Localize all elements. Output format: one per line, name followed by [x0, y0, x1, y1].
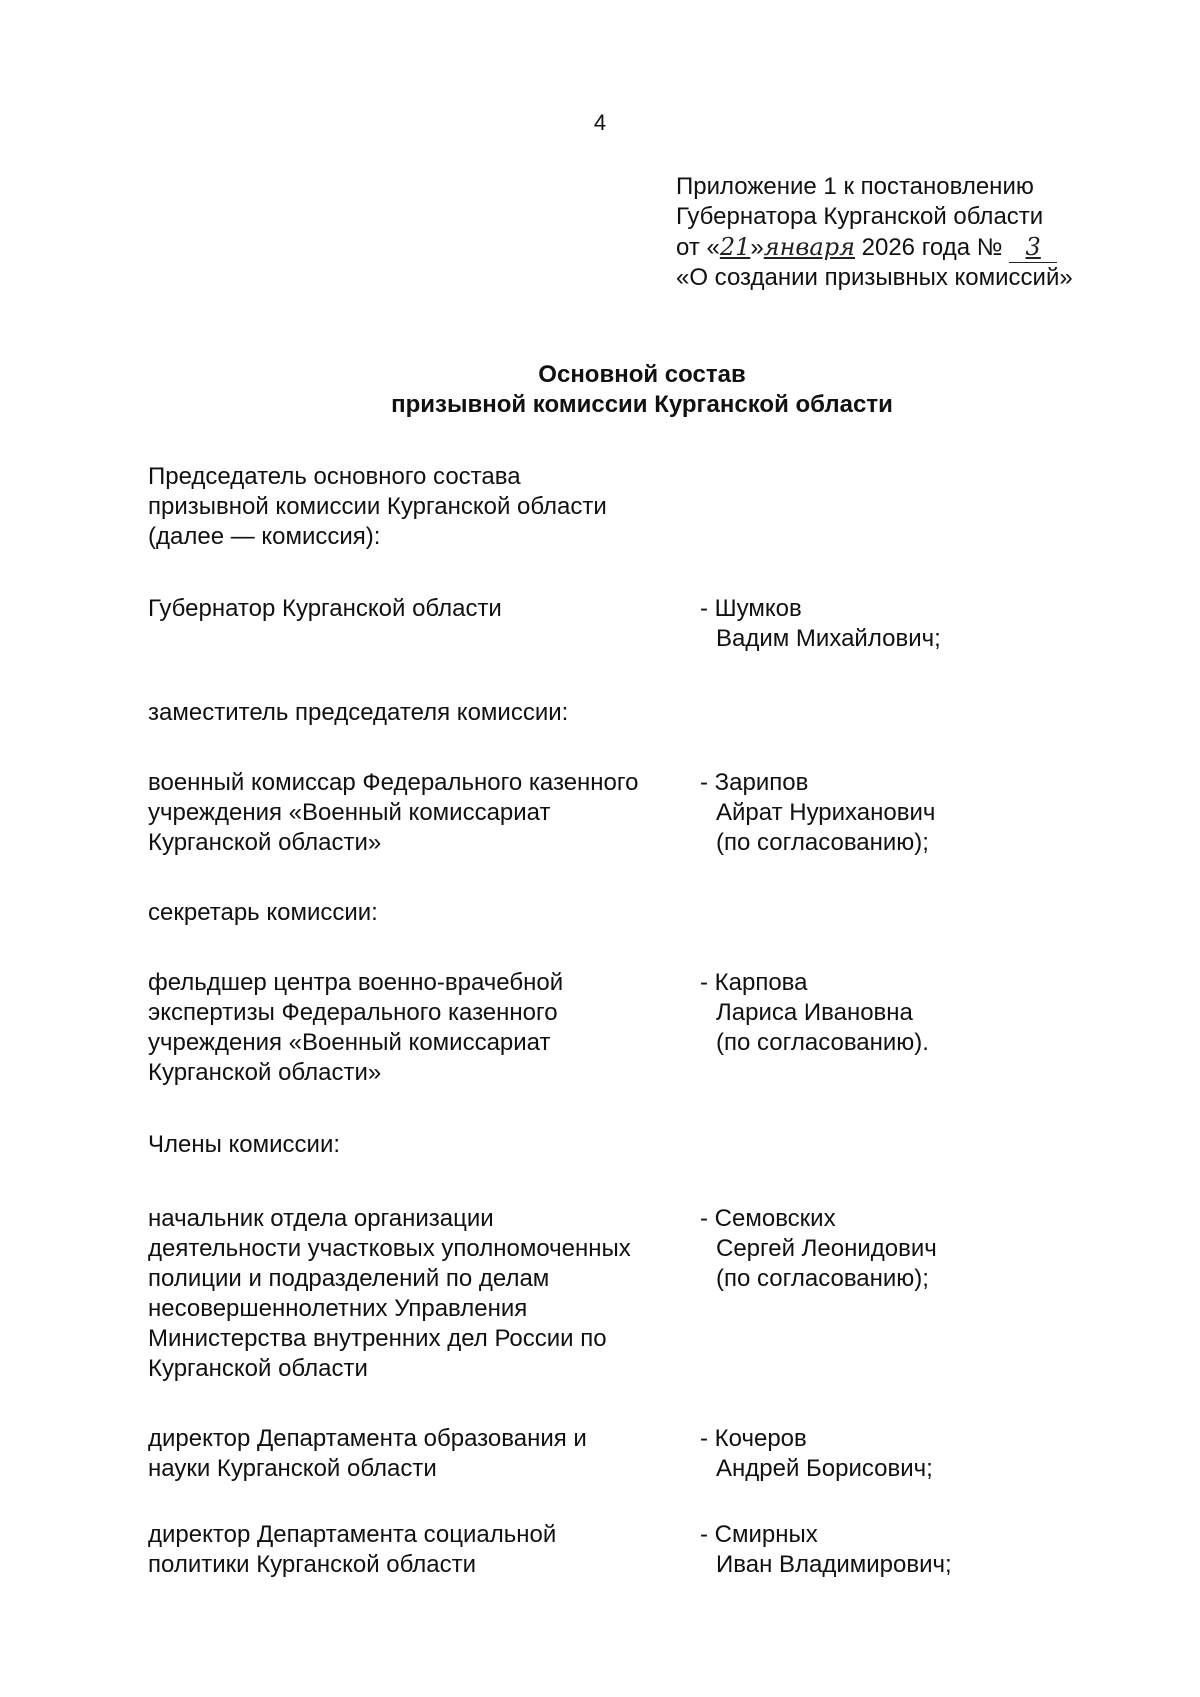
member-position-line: полиции и подразделений по делам: [148, 1265, 550, 1292]
appendix-header: [676, 172, 1073, 293]
secretary-position-line-3: учреждения «Военный комиссариат: [148, 1029, 551, 1056]
chair-heading-line-3: (далее — комиссия):: [148, 523, 381, 550]
secretary-note: (по согласованию).: [716, 1029, 929, 1056]
member-given-names: Сергей Леонидович: [716, 1235, 937, 1262]
member-position-line: науки Курганской области: [148, 1455, 437, 1482]
member-position-line: директор Департамента социальной: [148, 1521, 557, 1548]
secretary-heading: секретарь комиссии:: [148, 899, 378, 926]
date-mid: »: [750, 234, 764, 261]
member-position: [148, 1204, 688, 1384]
secretary-position-line-4: Курганской области»: [148, 1059, 382, 1086]
members-heading: Члены комиссии:: [148, 1131, 341, 1158]
member-name: [700, 1424, 933, 1484]
member-position-line: начальник отдела организации: [148, 1205, 494, 1232]
deputy-position-line-2: учреждения «Военный комиссариат: [148, 799, 551, 826]
handwritten-day: 21: [719, 233, 751, 261]
handwritten-month: января: [763, 233, 855, 261]
handwritten-number: 3: [1009, 232, 1057, 263]
member-position-line: деятельности участковых уполномоченных: [148, 1235, 631, 1262]
secretary-position-line-2: экспертизы Федерального казенного: [148, 999, 558, 1026]
page-number: 4: [593, 110, 607, 135]
deputy-position: [148, 768, 688, 858]
deputy-position-line-1: военный комиссар Федерального казенного: [148, 769, 639, 796]
member-surname: - Кочеров: [700, 1425, 807, 1452]
deputy-given-names: Айрат Нуриханович: [716, 799, 936, 826]
member-position-line: несовершеннолетних Управления: [148, 1295, 528, 1322]
deputy-name: [700, 768, 935, 858]
appendix-line-2: Губернатора Курганской области: [676, 203, 1044, 230]
deputy-position-line-3: Курганской области»: [148, 829, 382, 856]
chair-position: Губернатор Курганской области: [148, 595, 502, 622]
date-prefix: от «: [676, 234, 720, 261]
date-suffix: 2026 года №: [854, 234, 1010, 261]
member-surname: - Семовских: [700, 1205, 836, 1232]
member-position: [148, 1520, 688, 1580]
member-position-line: директор Департамента образования и: [148, 1425, 587, 1452]
deputy-surname: - Зарипов: [700, 769, 809, 796]
title-line-1: Основной состав: [538, 361, 746, 388]
chair-name: [700, 594, 941, 654]
secretary-position: [148, 968, 688, 1088]
secretary-surname: - Карпова: [700, 969, 808, 996]
secretary-name: [700, 968, 929, 1058]
chair-heading-line-1: Председатель основного состава: [148, 463, 521, 490]
member-given-names: Андрей Борисович;: [716, 1455, 933, 1482]
title-line-2: призывной комиссии Курганской области: [391, 391, 893, 418]
member-name: [700, 1204, 937, 1294]
secretary-given-names: Лариса Ивановна: [716, 999, 913, 1026]
member-given-names: Иван Владимирович;: [716, 1551, 952, 1578]
member-position-line: политики Курганской области: [148, 1551, 477, 1578]
member-surname: - Смирных: [700, 1521, 818, 1548]
chair-heading-line-2: призывной комиссии Курганской области: [148, 493, 607, 520]
chair-surname: - Шумков: [700, 595, 802, 622]
deputy-note: (по согласованию);: [716, 829, 929, 856]
chair-given-names: Вадим Михайлович;: [716, 625, 941, 652]
member-position-line: Курганской области: [148, 1355, 368, 1382]
appendix-line-4: «О создании призывных комиссий»: [676, 264, 1073, 291]
document-title: [0, 360, 1200, 420]
member-name: [700, 1520, 952, 1580]
member-position: [148, 1424, 688, 1484]
member-note: (по согласованию);: [716, 1265, 929, 1292]
secretary-position-line-1: фельдшер центра военно-врачебной: [148, 969, 564, 996]
appendix-date-line: [676, 232, 1073, 263]
deputy-heading: заместитель председателя комиссии:: [148, 699, 569, 726]
chair-heading: [148, 462, 688, 552]
member-position-line: Министерства внутренних дел России по: [148, 1325, 607, 1352]
appendix-line-1: Приложение 1 к постановлению: [676, 173, 1034, 200]
